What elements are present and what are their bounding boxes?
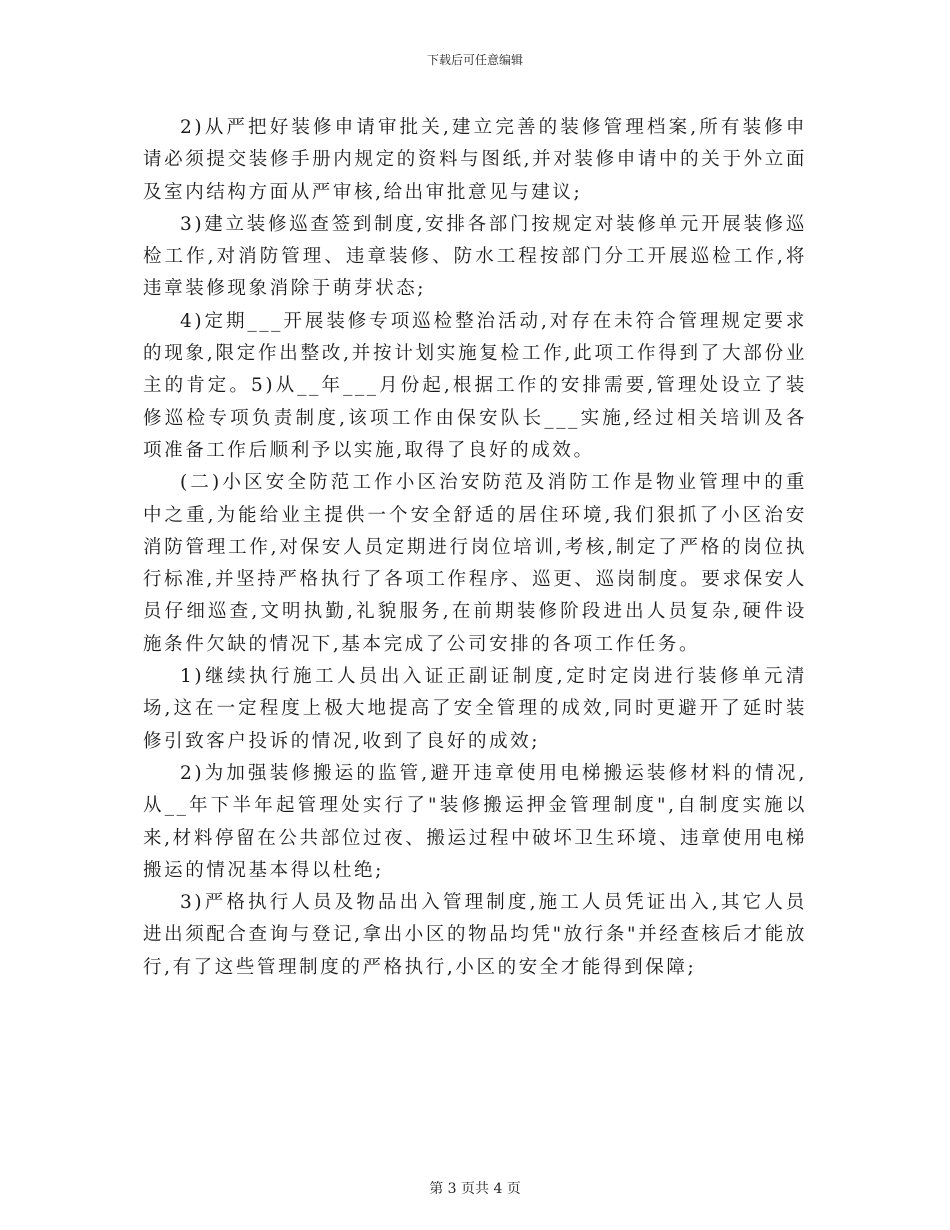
page-number: 第 3 页共 4 页 bbox=[429, 1181, 521, 1197]
page-header: 下载后可任意编辑 bbox=[426, 53, 523, 67]
paragraph-worker-pass: 1)继续执行施工人员出入证正副证制度,定时定岗进行装修单元清场,这在一定程度上极大地提高了安全管理的成效,同时更避开了延时装修引致客户投诉的情况,收到了良好的成效; bbox=[143, 666, 807, 752]
paragraph-security-section: (二)小区安全防范工作小区治安防范及消防工作是物业管理中的重中之重,为能给业主提供一个安全舒适的居住环境,我们狠抓了小区治安消防管理工作,对保安人员定期进行岗位培训,考核,制定了严格的岗位执行标准,并坚持严格执行了各项工作程序、巡更、巡岗制度。要求保安人员仔细巡查,文明执勤,礼貌服务,在前期装修阶段进出人员复杂,硬件设施条件欠缺的情况下,基本完成了公司安排的各项工作任务。 bbox=[143, 472, 807, 655]
document-body bbox=[143, 112, 807, 984]
paragraph-entry-exit: 3)严格执行人员及物品出入管理制度,施工人员凭证出入,其它人员进出须配合查询与登记,拿出小区的物品均凭"放行条"并经查核后才能放行,有了这些管理制度的严格执行,小区的安全才能得到保障; bbox=[143, 892, 807, 978]
paragraph-inspection-signin: 3)建立装修巡查签到制度,安排各部门按规定对装修单元开展装修巡检工作,对消防管理、违章装修、防水工程按部门分工开展巡检工作,将违章装修现象消除于萌芽状态; bbox=[143, 213, 807, 300]
paragraph-moving-deposit: 2)为加强装修搬运的监管,避开违章使用电梯搬运装修材料的情况,从__年下半年起管理处实行了"装修搬运押金管理制度",自制度实施以来,材料停留在公共部位过夜、搬运过程中破坏卫生环境、违章使用电梯搬运的情况基本得以杜绝; bbox=[143, 762, 807, 881]
paragraph-special-inspection: 4)定期___开展装修专项巡检整治活动,对存在未符合管理规定要求的现象,限定作出整改,并按计划实施复检工作,此项工作得到了大部份业主的肯定。5)从__年___月份起,根据工作的安排需要,管理处设立了装修巡检专项负责制度,该项工作由保安队长___实施,经过相关培训及各项准备工作后顺利予以实施,取得了良好的成效。 bbox=[143, 310, 807, 461]
paragraph-decoration-approval: 2)从严把好装修申请审批关,建立完善的装修管理档案,所有装修申请必须提交装修手册内规定的资料与图纸,并对装修申请中的关于外立面及室内结构方面从严审核,给出审批意见与建议; bbox=[143, 117, 807, 203]
